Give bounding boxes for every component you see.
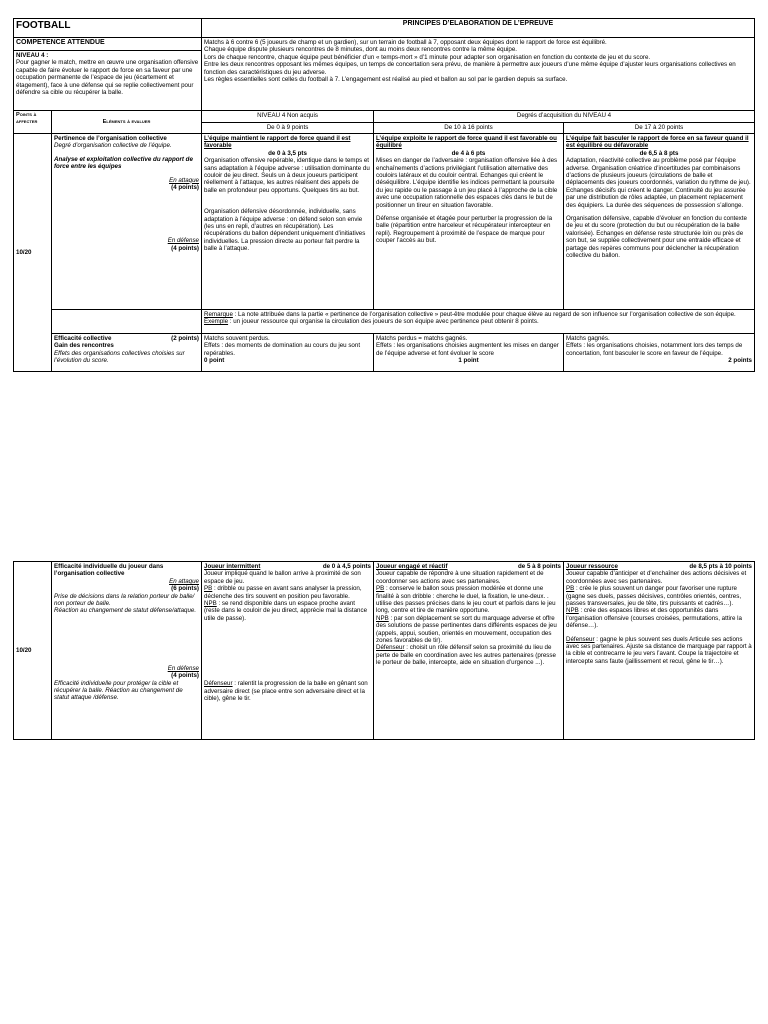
principles-text — [202, 38, 755, 111]
niveau-description: Pour gagner le match, mettre en œuvre une organisation offensive capable de faire évoluer le rapport de force en sa faveur par une occupation permanente de l’espace de jeu (écartement et étagement), face à une défense qui se replie collectivement pour défendre sa cible ou récupérer la balle. — [16, 59, 199, 97]
t2-col-c-pb: : crée le plus souvent un danger pour favoriser une rupture (gagne ses duels, passes décisives, contrôles orientés, centres, passes transversales, jeu de tête, tirs puissants et cadrés…). — [566, 585, 742, 608]
t2-col-b-heading: Joueur engagé et réactif — [376, 563, 448, 570]
t2-col-c-pb-label: PB — [566, 585, 575, 593]
remarque-cell — [202, 310, 755, 334]
t2-col-a-cell — [202, 562, 374, 740]
eff-b-points: 1 point — [458, 357, 479, 365]
t2-col-a-def: : ralentit la progression de la balle en gênant son adversaire direct (se place entre son adversaire direct et la cible), gêne le tir. — [204, 680, 368, 703]
col-c-cell — [564, 134, 755, 310]
individual-cell — [52, 562, 202, 740]
pertinence-analyse: Analyse et exploitation collective du rapport de force entre les équipes — [54, 155, 193, 171]
t2-col-a-npb-label: NPB — [204, 600, 217, 608]
eff-b-line2: Effets : les organisations choisies augmentent les mises en danger de l’équipe adverse et font évoluer le score — [376, 342, 559, 357]
pertinence-title: Pertinence de l’organisation collective — [54, 135, 167, 142]
t2-col-c-intro: Joueur capable d’anticiper et d’enchaîner des actions décisives et coordonnées avec ses partenaires. — [566, 570, 747, 585]
principle-line: Matchs à 6 contre 6 (5 joueurs de champ et un gardien), sur un terrain de football à 7, opposant deux équipes dont le rapport de force est équilibré. — [204, 39, 607, 46]
col-c-attack: Adaptation, réactivité collective au problème posé par l’équipe adverse. Organisation créatrice d’incertitudes par combinaisons d’actions de plusieurs joueurs (circulations de balle et déplacements des joueurs coordonnés, variation du rythme de jeu). Echanges décisifs qui créent le danger. Continuité du jeu assurée par une distribution de rôles adaptée, un placement replacement des équipiers. La durée des séquences de possession s’allonge. — [566, 157, 751, 209]
t2-col-b-intro: Joueur capable de répondre à une situation rapidement et de coordonner ses actions avec ses partenaires. — [376, 570, 544, 585]
col-b-attack: Mises en danger de l’adversaire : organisation offensive liée à des enchaînements d’actions privilégiant l’utilisation alternative des couloirs latéraux et du couloir central. Echanges qui créent le déséquilibre. L’équipe identifie les indices permettant la poursuite du jeu rapide ou le passage à un jeu placé à l’approche de la cible avec une occupation rationnelle des espaces clés dans le but de positionner un tireur en situation favorable. — [376, 157, 558, 209]
t2-col-b-def: : choisit un rôle défensif selon sa proximité du lieu de perte de balle en coordination avec les autres partenaires (presse le porteur de balle, intercepte, aide en situation d’urgence ...). — [376, 644, 556, 667]
col-c-defense: Organisation défensive, capable d’évoluer en fonction du contexte de jeu et du score (protection du but ou récupération de la balle valorisée). Echanges en défense reste structurée loin ou près de son but, se supplée collectivement pour une entraide efficace et partage des repères communs pour déclencher la récupération collective du ballon. — [566, 215, 747, 260]
evaluation-table-1 — [13, 18, 755, 372]
eff-a-cell — [202, 334, 374, 372]
defense-label: En défense — [167, 237, 199, 245]
t2-col-c-npb: : crée des espaces libres et des opportunités dans l’organisation offensive (courses croisées, permutations, attire la défense…). — [566, 607, 742, 630]
t2-col-c-pts: de 8,5 pts à 10 points — [689, 563, 752, 570]
non-acquis-header: NIVEAU 4 Non acquis — [202, 111, 374, 123]
t2-col-b-pts: de 5 à 8 points — [518, 563, 561, 570]
eff-a-line1: Matchs souvent perdus. — [204, 335, 270, 342]
attaque-points: (4 points) — [171, 184, 199, 192]
col-b-defense: Défense organisée et étagée pour perturber la progression de la balle (répartition entre harceleur et récupérateur intercepteur en repli). Regroupement à proximité de l’espace de marque pour couper l’accès au but. — [376, 215, 553, 245]
points-header: Points à affecter — [14, 111, 52, 134]
defense-desc-2: Efficacité individuelle pour protéger la cible et récupérer la balle. Réaction au changement de statut attaque /défense. — [54, 679, 183, 702]
t2-col-b-npb: : par son déplacement se sort du marquage adverse et offre des solutions de passe pertinentes dans différents espaces de jeu (appels, appui, soutien, orientés en mouvement, occupation des zones favorables de tir). — [376, 614, 557, 645]
attaque-desc-1: Prise de décisions dans la relation porteur de balle/ non porteur de balle. — [54, 592, 195, 608]
t2-col-b-cell — [374, 562, 564, 740]
niveau-cell — [14, 51, 202, 111]
competence-label: COMPETENCE ATTENDUE — [14, 38, 202, 51]
col-a-heading: L’équipe maintient le rapport de force quand il est favorable — [204, 135, 351, 150]
col-a-attack: Organisation offensive repérable, identique dans le temps et sans adaptation à l’équipe adverse : utilisation dominante du couloir de jeu direct. Seuls un à deux joueurs participent réellement à l’attaque, les autres réalisent des appels de balle en profondeur peu opportuns. Quelques tirs au but. — [204, 157, 370, 194]
col-a-defense: Organisation défensive désordonnée, individuelle, sans adaptation à l’équipe adverse : on défend selon son envie (les uns en repli, d’autres en récupération). Les récupérations du ballon dépendent uniquement d’initiatives individuelles. La pression directe au porteur fait perdre la balle à l’attaque. — [204, 208, 366, 253]
t2-col-b-pb: : conserve le ballon sous pression modérée et donne une finalité à son dribble : cherche le duel, la fixation, le une-deux. . utilise des passes précises dans le jeu court et parfois dans le jeu long, centre et tire de manière opportune. — [376, 585, 556, 615]
individual-title: Efficacité individuelle du joueur dans l’organisation collective — [54, 563, 164, 578]
points-cell-2: 10/20 — [14, 562, 52, 740]
t2-col-a-heading: Joueur intermittent — [204, 563, 261, 570]
col-a-pts: de 0 à 3,5 pts — [268, 149, 307, 157]
efficacite-points: (2 points) — [171, 335, 199, 342]
exemple-text: : un joueur ressource qui organise la circulation des joueurs de son équipe avec pertinence peut obtenir 8 points. — [228, 318, 539, 326]
t2-col-a-pb-label: PB — [204, 585, 213, 593]
efficacite-cell — [52, 334, 202, 372]
t2-col-a-pts: de 0 à 4,5 points — [322, 563, 371, 570]
t2-col-a-pb: : dribble ou passe en avant sans analyser la pression, déclenche des tirs souvent en position peu favorable. — [204, 585, 362, 600]
eff-c-line2: Effets : les organisations choisies, notamment lors des temps de concertation, font basculer le score en faveur de l’équipe. — [566, 342, 743, 357]
evaluation-table-2 — [13, 561, 755, 740]
col-c-pts: de 6,5 à 8 pts — [639, 149, 679, 157]
pertinence-cell — [52, 134, 202, 310]
elements-header: Eléments à evaluer — [52, 111, 202, 134]
range-a: De 0 à 9 points — [202, 123, 374, 134]
remarque-spacer — [52, 310, 202, 334]
efficacite-gain: Gain des rencontres — [54, 342, 114, 350]
t2-col-c-def-label: Défenseur — [566, 635, 595, 643]
eff-c-cell — [564, 334, 755, 372]
t2-col-b-def-label: Défenseur — [376, 644, 405, 652]
remarque-text: : La note attribuée dans la partie « pertinence de l’organisation collective » peut-être modulée pour chaque élève au regard de son influence sur l’organisation collective de son équipe. — [232, 311, 736, 318]
eff-c-points: 2 points — [728, 357, 752, 365]
range-c: De 17 à 20 points — [564, 123, 755, 134]
t2-col-a-intro: Joueur impliqué quand le ballon arrive à proximité de son espace de jeu. — [204, 570, 361, 585]
points-cell: 10/20 — [14, 134, 52, 372]
pertinence-subtitle: Degré d’organisation collective de l’équipe. — [54, 142, 172, 150]
t2-col-c-cell — [564, 562, 755, 740]
efficacite-title: Efficacité collective — [54, 335, 112, 342]
principle-line: Lors de chaque rencontre, chaque équipe peut bénéficier d’un « temps-mort » d’1 minute pour adapter son organisation en fonction du contexte de jeu et du score. — [204, 53, 651, 61]
defense-label-2: En défense — [167, 664, 199, 672]
eff-b-line1: Matchs perdus = matchs gagnés. — [376, 335, 468, 342]
range-b: De 10 à 16 points — [374, 123, 564, 134]
principle-line: Entre les deux rencontres opposant les mêmes équipes, un temps de concertation sera prévu, de manière à permettre aux joueurs d’une même équipe d’ajuster leurs organisations collectives en fonction des caractéristiques du jeu adverse. — [204, 61, 736, 76]
principles-title: PRINCIPES D’ELABORATION DE L’EPREUVE — [202, 19, 755, 38]
t2-col-b-npb-label: NPB — [376, 614, 389, 622]
eff-b-cell — [374, 334, 564, 372]
remarque-label: Remarque — [204, 311, 233, 318]
efficacite-desc: Effets des organisations collectives choisies sur l’évolution du score. — [54, 349, 185, 365]
col-a-cell — [202, 134, 374, 310]
principle-line: Chaque équipe dispute plusieurs rencontres de 8 minutes, dont au moins deux rencontres contre la même équipe. — [204, 46, 518, 54]
t2-col-c-def: : gagne le plus souvent ses duels Articule ses actions avec ses partenaires. Ajuste sa distance de marquage par rapport à la cible et contrecarre le jeu vers l’avant. Coupe la trajectoire et intercepte sans faute (jaillissement et recul, gêne le tir…). — [566, 635, 752, 665]
defense-points: (4 points) — [171, 244, 199, 252]
eff-a-line2: Effets : des moments de domination au cours du jeu sont repérables. — [204, 342, 361, 357]
col-b-pts: de 4 à 6 pts — [451, 149, 486, 157]
degres-header: Degrés d’acquisition du NIVEAU 4 — [374, 111, 755, 123]
attaque-label: En attaque — [169, 176, 199, 184]
eff-c-line1: Matchs gagnés. — [566, 335, 610, 342]
niveau-label: NIVEAU 4 : — [16, 52, 49, 59]
defense-points-2: (4 points) — [171, 672, 199, 680]
principle-line: Les règles essentielles sont celles du football à 7. L’engagement est réalisé au pied et ballon au sol par le gardien depuis sa surface. — [204, 76, 568, 84]
sport-title: FOOTBALL — [14, 19, 202, 38]
t2-col-b-pb-label: PB — [376, 585, 385, 593]
col-c-heading: L’équipe fait basculer le rapport de force en sa faveur quand il est équilibré ou défavorable — [566, 135, 749, 150]
attaque-points-2: (6 points) — [171, 585, 199, 593]
attaque-label-2: En attaque — [169, 577, 199, 585]
t2-col-c-heading: Joueur ressource — [566, 563, 618, 570]
exemple-label: Exemple — [204, 318, 229, 326]
col-b-heading: L’équipe exploite le rapport de force quand il est favorable ou équilibré — [376, 135, 557, 150]
eff-a-points: 0 point — [204, 357, 225, 365]
t2-col-a-npb: : se rend disponible dans un espace proche avant (reste dans le couloir de jeu direct, apprécie mal la distance utile de passe). — [204, 600, 368, 622]
attaque-desc-2: Réaction au changement de statut défense/attaque. — [54, 607, 197, 615]
col-b-cell — [374, 134, 564, 310]
t2-col-a-def-label: Défenseur — [204, 680, 233, 688]
t2-col-c-npb-label: NPB — [566, 607, 579, 615]
